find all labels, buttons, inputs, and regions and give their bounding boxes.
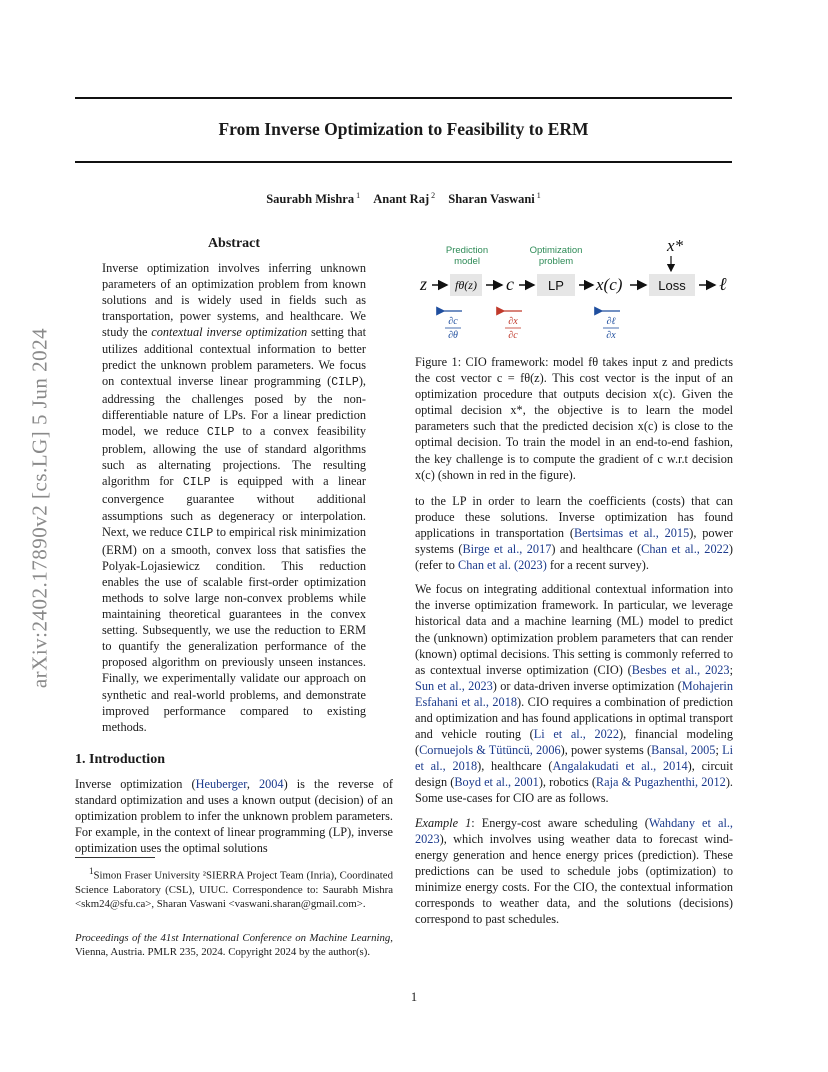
body-paragraph: We focus on integrating additional contextual information into the inverse optimization framework. In particular, we leverage historical data and a machine learning (ML) model to predict the (unknown) optimization problem parameters that can render (known) optimal decisions. This setting is commonly referred to as contextual inverse optimization (CIO) (Besbes et al., 2023; Sun et al., 2023) or data-driven inverse optimization (Mohajerin Esfahani et al., 2018). CIO requires a combination of prediction and optimization and has found applications in optimal transport and vehicle routing (Li et al., 2022), financial modeling (Cornuejols & Tütüncü, 2006), power systems (Bansal, 2005; Li et al., 2018), healthcare (Angalakudati et al., 2014), circuit design (Boyd et al., 2001), robotics (Raja & Pugazhenthi, 2012). Some use-cases for CIO are as follows. bbox=[415, 582, 734, 806]
author-list bbox=[75, 191, 732, 207]
footnote-divider bbox=[75, 857, 155, 858]
prediction-model-label-line2: model bbox=[454, 256, 480, 267]
paper-title: From Inverse Optimization to Feasibility to ERM bbox=[218, 119, 589, 139]
gradient-dx-dc-num: ∂x bbox=[508, 316, 518, 327]
loss-box-label: Loss bbox=[658, 278, 686, 293]
gradient-dl-dx-num: ∂ℓ bbox=[606, 316, 616, 327]
gradient-dc-dtheta-den: ∂θ bbox=[448, 330, 458, 341]
x-of-c-label: x(c) bbox=[596, 275, 623, 294]
citation-link[interactable]: Boyd et al., 2001 bbox=[454, 775, 539, 790]
body-paragraph: to the LP in order to learn the coefficients (costs) that can produce these solutions. Inverse optimization has found applications in transportation (Bertsimas et al., 2015), power systems (Birge et al., 2017) and healthcare (Chan et al., 2022) (refer to Chan et al. (2023) for a recent survey). bbox=[415, 493, 733, 573]
citation-link[interactable]: Raja & Pugazhenthi, 2012 bbox=[595, 775, 726, 790]
citation-link[interactable]: Cornuejols & Tütüncü, 2006 bbox=[419, 743, 561, 758]
z-label: z bbox=[420, 274, 428, 294]
arxiv-identifier-stamp: arXiv:2402.17890v2 [cs.LG] 5 Jun 2024 bbox=[27, 327, 52, 689]
figure-caption: Figure 1: CIO framework: model fθ takes input z and predicts the cost vector c = fθ(z). This cost vector is the input of an optimization procedure that outputs decision x(c). Given the optimal decision x*, the objective is to learn the model parameters such that the predicted decision x(c) is close to the optimal decision. To train the model in an end-to-end fashion, the key challenge is to compute the gradient of c w.r.t decision x(c) (shown in red in the figure). bbox=[415, 355, 733, 482]
citation-link[interactable]: Chan et al. (2023) bbox=[458, 558, 547, 573]
abstract-body: Inverse optimization involves inferring unknown parameters of an optimization problem from known solutions and is widely used in fields such as transportation, power systems, and healthcare. We study the contextual inverse optimization setting that utilizes additional contextual information to better predict the unknown problem parameters. We focus on contextual inverse linear programming (CILP), addressing the challenges posed by the non-differentiable nature of LPs. For a linear prediction model, we reduce CILP to a convex feasibility problem, allowing the use of standard algorithms such as alternating projections. The resulting algorithm for CILP is equipped with a linear convergence guarantee without additional assumptions such as degeneracy or interpolation. Next, we reduce CILP to empirical risk minimization (ERM) on a smooth, convex loss that satisfies the Polyak-Lojasiewicz condition. This reduction enables the use of scalable first-order optimization methods to solve large non-convex problems while maintaining theoretical guarantees in the convex setting. Subsequently, we use the reduction to ERM to quantify the generalization performance of the proposed algorithm on previously unseen instances. Finally, we experimentally validate our approach on synthetic and real-world problems, and demonstrate improved performance compared to existing methods. bbox=[102, 261, 366, 734]
prediction-model-label: Prediction bbox=[445, 245, 489, 256]
title-top-rule bbox=[75, 97, 732, 99]
body-paragraph: Example 1: Energy-cost aware scheduling (Wahdany et al., 2023), which involves using weather data to forecast wind-energy generation and hence energy prices (prediction). These predictions can be used to schedule jobs (optimization) to minimize energy costs. For the CIO, the contextual information corresponds to weather data, and the solutions (decisions) correspond to past schedules. bbox=[415, 815, 734, 927]
proceedings-note: Proceedings of the 41st International Conference on Machine Learning, Vienna, Austria. PMLR 235, 2024. Copyright 2024 by the author(s). bbox=[75, 932, 393, 959]
optimization-problem-label: Optimization bbox=[529, 245, 583, 256]
model-box-label: fθ(z) bbox=[455, 278, 477, 292]
citation-link[interactable]: Angalakudati et al., 2014 bbox=[552, 759, 688, 774]
cio-diagram bbox=[410, 232, 740, 347]
author-name: Sharan Vaswani $^1$ bbox=[448, 191, 541, 207]
citation-link[interactable]: Heuberger bbox=[195, 776, 247, 791]
left-column bbox=[75, 236, 393, 856]
citation-link[interactable]: 2004 bbox=[258, 776, 284, 791]
gradient-dl-dx-den: ∂x bbox=[606, 330, 616, 341]
optimization-problem-label-line2: problem bbox=[538, 256, 574, 267]
gradient-dx-dc-den: ∂c bbox=[508, 330, 518, 341]
section-heading-introduction: 1. Introduction bbox=[75, 751, 165, 767]
citation-link[interactable]: Besbes et al., 2023 bbox=[631, 662, 730, 677]
intro-paragraph: Inverse optimization (Heuberger, 2004) is the reverse of standard optimization and uses a known output (decision) of an optimization problem to infer the unknown problem parameters. For example, in the context of linear programming (LP), inverse optimization uses the optimal solutions bbox=[75, 776, 393, 856]
citation-link[interactable]: Mohajerin Esfahani et al., 2018 bbox=[415, 678, 733, 709]
gradient-dc-dtheta-num: ∂c bbox=[448, 316, 458, 327]
abstract-heading: Abstract bbox=[207, 236, 261, 251]
citation-link[interactable]: Wahdany et al., 2023 bbox=[415, 815, 734, 846]
citation-link[interactable]: Chan et al., 2022 bbox=[641, 542, 729, 557]
figure-cio-framework bbox=[410, 232, 740, 347]
author-name: Anant Raj $^2$ bbox=[373, 191, 436, 207]
affiliation-footnote: $^1$Simon Fraser University ²SIERRA Project Team (Inria), Coordinated Science Laboratory (CSL), UIUC. Correspondence to: Saurabh Mishra <skm24@sfu.ca>, Sharan Vaswani <vaswani.sharan@gmail.com>. bbox=[75, 866, 393, 910]
author-name: Saurabh Mishra $^1$ bbox=[266, 191, 361, 207]
x-star-label: x* bbox=[666, 236, 684, 255]
right-column bbox=[415, 354, 733, 927]
lp-box-label: LP bbox=[548, 278, 564, 293]
page-number: 1 bbox=[410, 990, 418, 1004]
c-label: c bbox=[506, 274, 514, 294]
citation-link[interactable]: Bertsimas et al., 2015 bbox=[573, 525, 690, 540]
citation-link[interactable]: Li et al., 2022 bbox=[533, 727, 620, 742]
citation-link[interactable]: Bansal, 2005 bbox=[651, 743, 716, 758]
ell-label: ℓ bbox=[719, 274, 727, 294]
citation-link[interactable]: Birge et al., 2017 bbox=[462, 542, 552, 557]
footnote-area bbox=[75, 857, 393, 960]
citation-link[interactable]: Li et al., 2018 bbox=[415, 743, 733, 774]
title-bottom-rule bbox=[75, 161, 732, 163]
citation-link[interactable]: Sun et al., 2023 bbox=[415, 678, 493, 693]
